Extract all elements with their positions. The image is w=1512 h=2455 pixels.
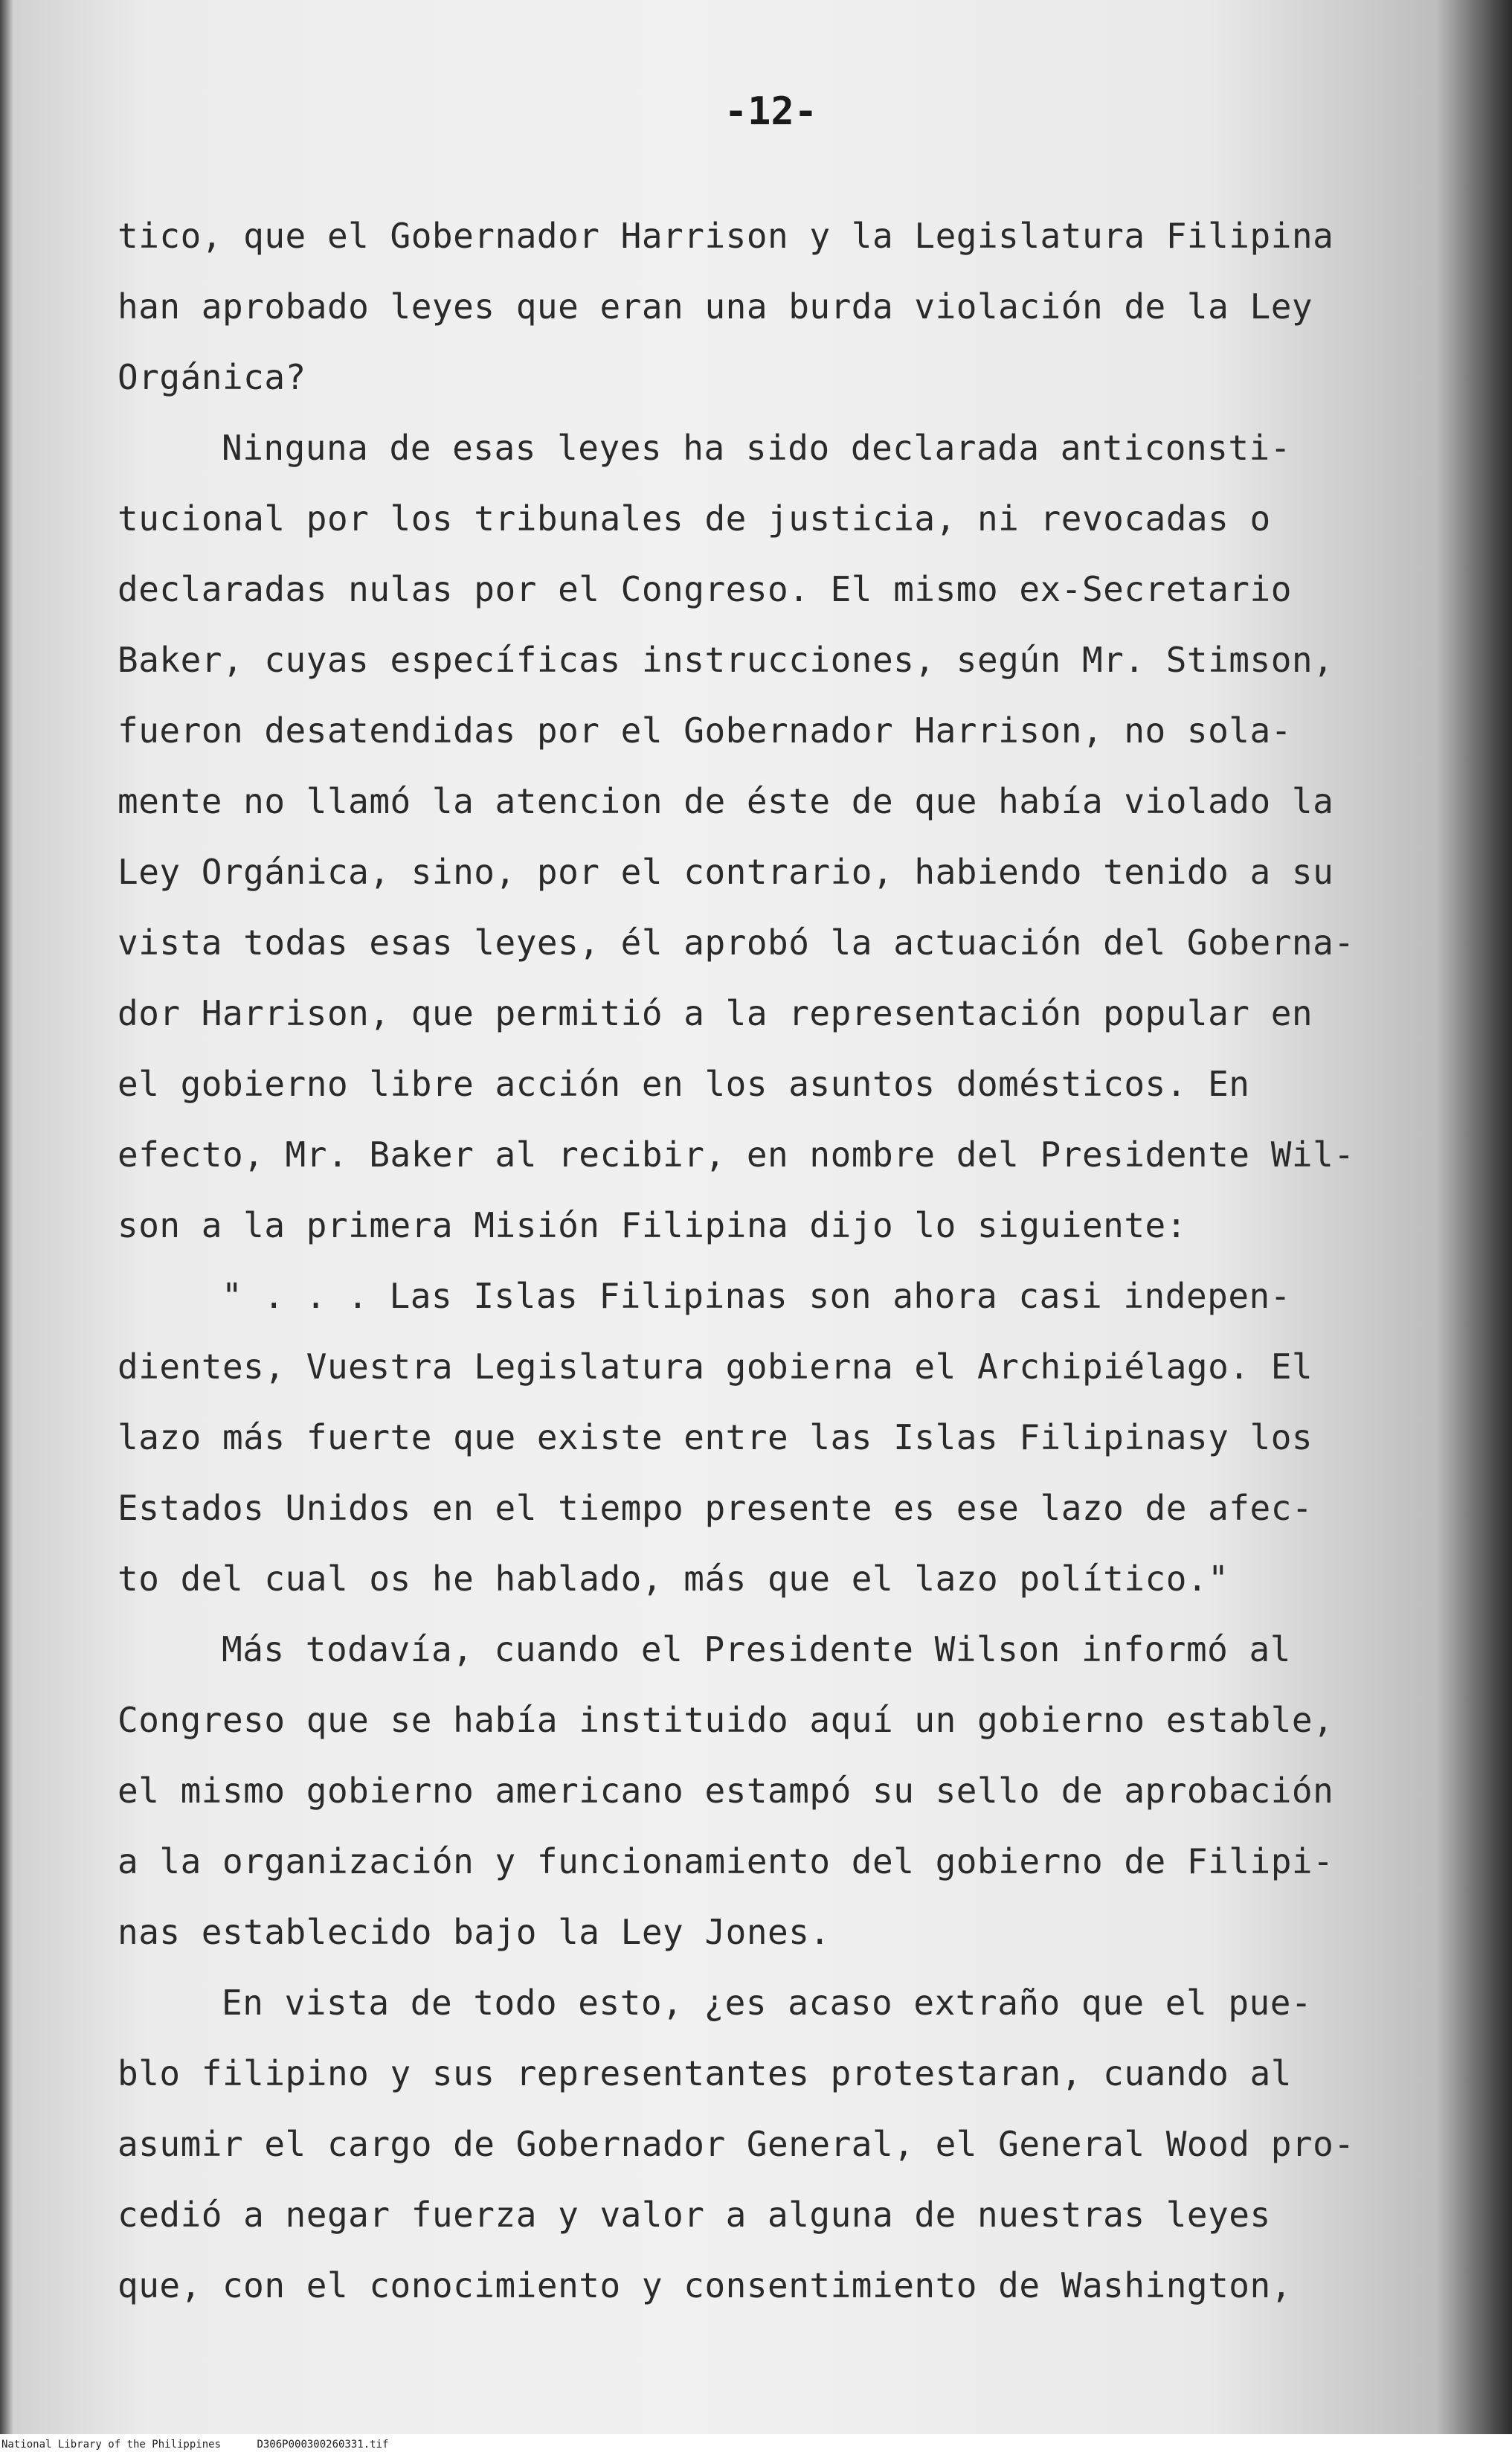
paragraph-start-line: En vista de todo esto, ¿es acaso extraño que el pue- <box>222 1983 1313 2023</box>
text-line: Baker, cuyas específicas instrucciones, según Mr. Stimson, <box>118 640 1334 680</box>
text-line: fueron desatendidas por el Gobernador Harrison, no sola- <box>118 710 1292 751</box>
text-line: son a la primera Misión Filipina dijo lo siguiente: <box>118 1205 1187 1245</box>
text-line: Congreso que se había instituido aquí un gobierno estable, <box>118 1700 1334 1740</box>
quote-start-line: " . . . Las Islas Filipinas son ahora casi indepen- <box>222 1276 1291 1316</box>
footer-library: National Library of the Philippines <box>1 2439 222 2451</box>
quote-line: Estados Unidos en el tiempo presente es ese lazo de afec- <box>118 1488 1313 1528</box>
paragraph-start-line: Ninguna de esas leyes ha sido declarada anticonsti- <box>222 428 1291 468</box>
quote-line: to del cual os he hablado, más que el lazo político." <box>118 1559 1229 1599</box>
text-line: que, con el conocimiento y consentimiento de Washington, <box>118 2265 1292 2305</box>
text-line: dor Harrison, que permitió a la representación popular en <box>118 993 1313 1033</box>
page-number: -12- <box>724 89 818 134</box>
scan-edge-shadow <box>0 0 13 2434</box>
text-line: efecto, Mr. Baker al recibir, en nombre del Presidente Wil- <box>118 1135 1355 1175</box>
text-line: asumir el cargo de Gobernador General, el General Wood pro- <box>118 2124 1355 2164</box>
text-line: cedió a negar fuerza y valor a alguna de nuestras leyes <box>118 2195 1271 2235</box>
quote-line: lazo más fuerte que existe entre las Islas Filipinasy los <box>118 1417 1313 1457</box>
text-line: Orgánica? <box>118 357 306 397</box>
footer-file: D306P000300260331.tif <box>257 2439 389 2451</box>
text-line: vista todas esas leyes, él aprobó la actuación del Goberna- <box>118 922 1355 963</box>
text-line: nas establecido bajo la Ley Jones. <box>118 1912 831 1952</box>
text-line: tucional por los tribunales de justicia, ni revocadas o <box>118 498 1271 539</box>
body-text <box>118 201 1367 2321</box>
scan-footer <box>0 2434 1512 2455</box>
text-line: el gobierno libre acción en los asuntos domésticos. En <box>118 1064 1250 1104</box>
text-line: han aprobado leyes que eran una burda violación de la Ley <box>118 286 1313 327</box>
text-line: tico, que el Gobernador Harrison y la Legislatura Filipina <box>118 216 1334 256</box>
quote-line: dientes, Vuestra Legislatura gobierna el Archipiélago. El <box>118 1347 1313 1387</box>
text-line: mente no llamó la atencion de éste de que había violado la <box>118 781 1334 821</box>
text-line: el mismo gobierno americano estampó su sello de aprobación <box>118 1771 1334 1811</box>
text-line: Ley Orgánica, sino, por el contrario, habiendo tenido a su <box>118 852 1334 892</box>
text-line: a la organización y funcionamiento del gobierno de Filipi- <box>118 1841 1334 1881</box>
text-line: declaradas nulas por el Congreso. El mismo ex-Secretario <box>118 569 1292 609</box>
text-line: blo filipino y sus representantes protestaran, cuando al <box>118 2053 1292 2093</box>
paragraph-start-line: Más todavía, cuando el Presidente Wilson informó al <box>222 1629 1291 1669</box>
